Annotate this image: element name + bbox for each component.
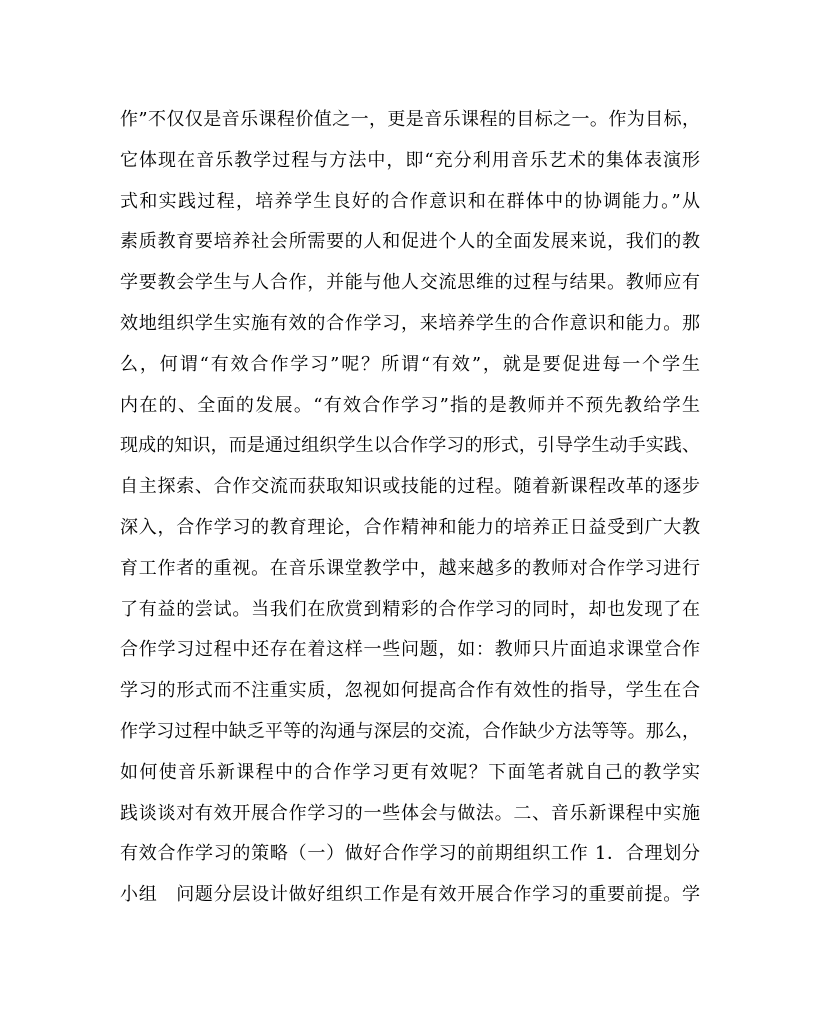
text-line: 如何使音乐新课程中的合作学习更有效呢？下面笔者就自己的教学实 (120, 761, 700, 783)
text-line: 作”不仅仅是音乐课程价值之一，更是音乐课程的目标之一。作为目标， (120, 109, 700, 130)
text-line: 式和实践过程，培养学生良好的合作意识和在群体中的协调能力。”从 (120, 190, 700, 212)
text-line: 合作学习过程中还存在着这样一些问题，如：教师只片面追求课堂合作 (120, 639, 700, 661)
text-line: 作学习过程中缺乏平等的沟通与深层的交流，合作缺少方法等等。那么， (120, 720, 700, 742)
text-line: 现成的知识，而是通过组织学生以合作学习的形式，引导学生动手实践、 (120, 435, 700, 457)
text-line: 了有益的尝试。当我们在欣赏到精彩的合作学习的同时，却也发现了在 (120, 598, 700, 620)
text-line: 深入，合作学习的教育理论，合作精神和能力的培养正日益受到广大教 (120, 516, 700, 538)
text-line: 么，何谓“有效合作学习”呢？所谓“有效”，就是要促进每一个学生 (120, 353, 700, 375)
text-line: 学习的形式而不注重实质，忽视如何提高合作有效性的指导，学生在合 (120, 680, 700, 702)
text-line: 小组 问题分层设计做好组织工作是有效开展合作学习的重要前提。学 (120, 884, 700, 906)
text-line: 践谈谈对有效开展合作学习的一些体会与做法。二、音乐新课程中实施 (120, 802, 700, 824)
text-line: 育工作者的重视。在音乐课堂教学中，越来越多的教师对合作学习进行 (120, 557, 700, 579)
text-line: 自主探索、合作交流而获取知识或技能的过程。随着新课程改革的逐步 (120, 476, 700, 498)
body-paragraph (120, 100, 700, 916)
text-line: 它体现在音乐教学过程与方法中，即“充分利用音乐艺术的集体表演形 (120, 149, 700, 171)
text-line: 效地组织学生实施有效的合作学习，来培养学生的合作意识和能力。那 (120, 312, 700, 334)
text-line: 有效合作学习的策略（一）做好合作学习的前期组织工作 1．合理划分 (120, 843, 700, 865)
text-line: 学要教会学生与人合作，并能与他人交流思维的过程与结果。教师应有 (120, 272, 700, 294)
text-line: 素质教育要培养社会所需要的人和促进个人的全面发展来说，我们的教 (120, 231, 700, 253)
text-line: 内在的、全面的发展。“有效合作学习”指的是教师并不预先教给学生 (120, 394, 700, 416)
